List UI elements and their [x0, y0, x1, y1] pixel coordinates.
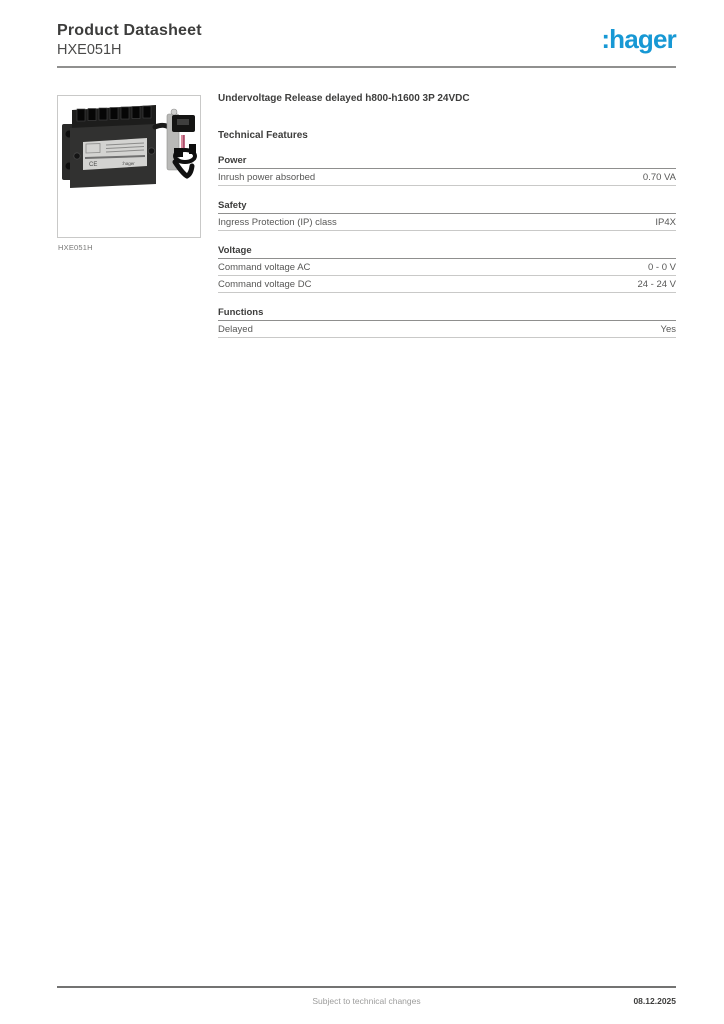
product-photo: [58, 96, 200, 237]
section-heading: Voltage: [218, 246, 676, 259]
product-photo-frame: [57, 95, 201, 238]
technical-content: [218, 93, 676, 338]
spec-label: Command voltage DC: [218, 279, 312, 290]
spec-label: Delayed: [218, 324, 253, 335]
product-description-title: Undervoltage Release delayed h800-h1600 3P 24VDC: [218, 93, 470, 104]
product-photo-caption: HXE051H: [58, 243, 93, 252]
section-voltage: [218, 246, 676, 293]
spec-row: [218, 276, 676, 293]
spec-label: Command voltage AC: [218, 262, 311, 273]
spec-label: Inrush power absorbed: [218, 172, 316, 183]
footer-divider: [57, 986, 676, 988]
footer-date: 08.12.2025: [633, 996, 676, 1006]
section-heading: Functions: [218, 308, 676, 321]
technical-features-heading: Technical Features: [218, 130, 308, 141]
spec-label: Ingress Protection (IP) class: [218, 217, 337, 228]
svg-text::hager: :hager: [122, 161, 135, 166]
hager-logo: :hager: [601, 24, 676, 54]
section-power: [218, 156, 676, 186]
section-heading: Safety: [218, 201, 676, 214]
svg-text:CE: CE: [89, 162, 98, 168]
spec-row: [218, 214, 676, 231]
section-heading: Power: [218, 156, 676, 169]
spec-value: 24 - 24 V: [637, 279, 676, 290]
spec-value: 0 - 0 V: [648, 262, 676, 273]
section-functions: [218, 308, 676, 338]
spec-row: [218, 169, 676, 186]
spec-row: [218, 259, 676, 276]
page-title: Product Datasheet: [57, 22, 202, 39]
header-divider: [57, 66, 676, 68]
product-reference: HXE051H: [57, 42, 122, 58]
section-safety: [218, 201, 676, 231]
spec-value: 0.70 VA: [642, 172, 676, 183]
spec-value: IP4X: [655, 217, 676, 228]
footer-note: Subject to technical changes: [312, 996, 421, 1006]
spec-value: Yes: [660, 324, 676, 335]
spec-row: [218, 321, 676, 338]
